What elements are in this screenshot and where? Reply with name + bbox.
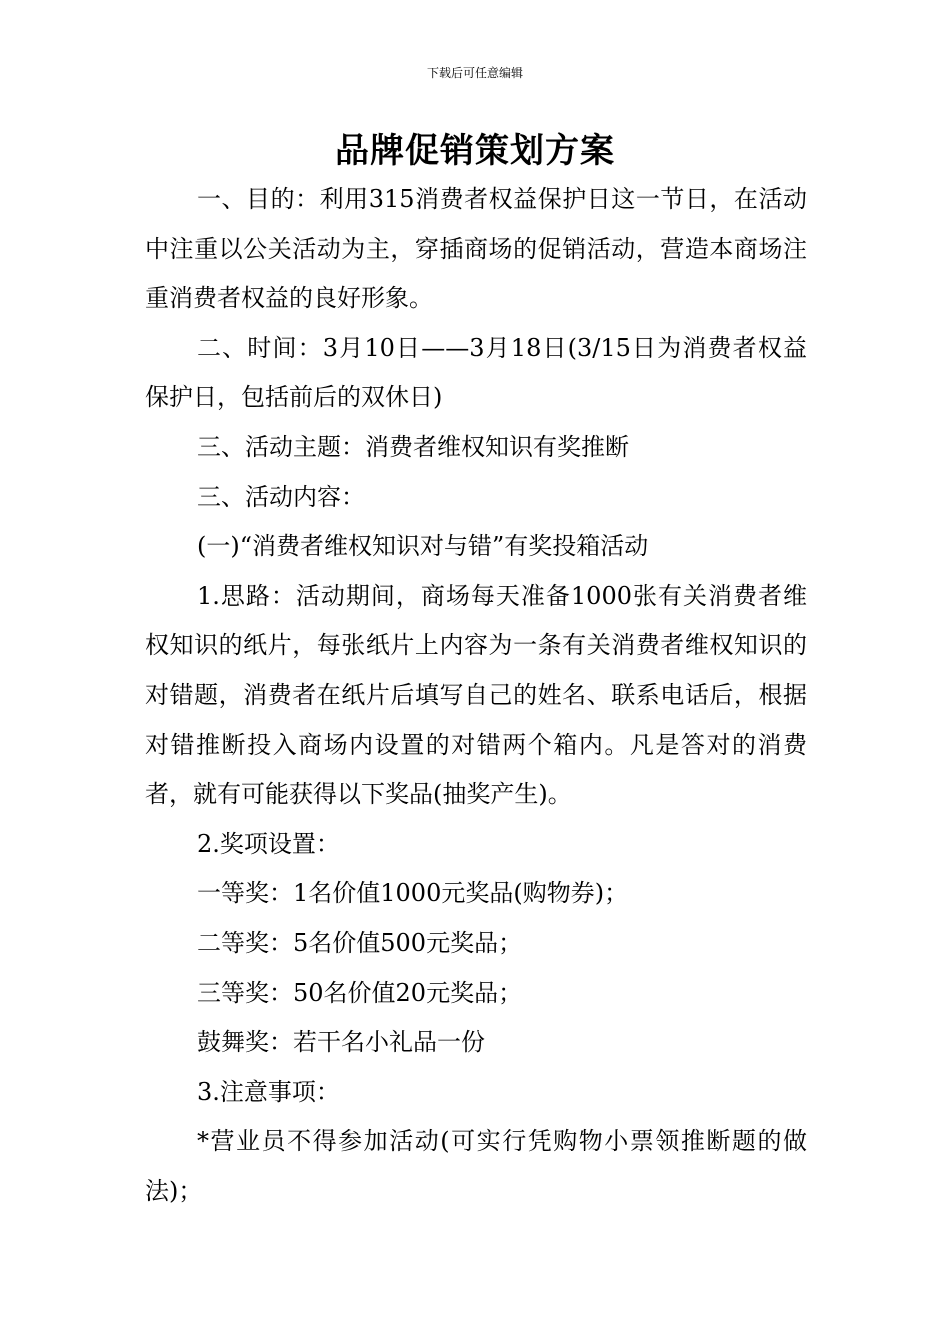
document-title: 品牌促销策划方案 — [335, 131, 615, 171]
paragraph-prize-heading: 2.奖项设置： — [197, 829, 340, 858]
paragraph-third-prize: 三等奖：50名价值20元奖品； — [197, 978, 523, 1007]
paragraph-time: 二、时间：3月10日——3月18日(3/15日为消费者权益保护日，包括前后的双休日) — [145, 333, 807, 412]
paragraph-note-staff: *营业员不得参加活动(可实行凭购物小票领推断题的做法)； — [145, 1127, 807, 1205]
paragraph-encouragement-prize: 鼓舞奖：若干名小礼品一份 — [197, 1028, 485, 1057]
paragraph-first-prize: 一等奖：1名价值1000元奖品(购物券)； — [197, 879, 629, 908]
paragraph-second-prize: 二等奖：5名价值500元奖品； — [197, 928, 523, 957]
paragraph-purpose: 一、目的：利用315消费者权益保护日这一节日，在活动中注重以公关活动为主，穿插商场的促销活动，营造本商场注重消费者权益的良好形象。 — [145, 185, 807, 313]
paragraph-content-heading: 三、活动内容： — [197, 482, 365, 511]
paragraph-activity-one: (一)“消费者维权知识对与错”有奖投箱活动 — [197, 532, 649, 561]
document-body — [145, 175, 807, 1216]
paragraph-theme: 三、活动主题：消费者维权知识有奖推断 — [197, 432, 629, 461]
paragraph-notes-heading: 3.注意事项： — [197, 1077, 340, 1106]
page-header-note: 下载后可任意编辑 — [426, 66, 523, 80]
paragraph-idea: 1.思路：活动期间，商场每天准备1000张有关消费者维权知识的纸片，每张纸片上内容为一条有关消费者维权知识的对错题，消费者在纸片后填写自己的姓名、联系电话后，根据对错推断投入商场内设置的对错两个箱内。凡是答对的消费者，就有可能获得以下奖品(抽奖产生)。 — [145, 581, 807, 809]
